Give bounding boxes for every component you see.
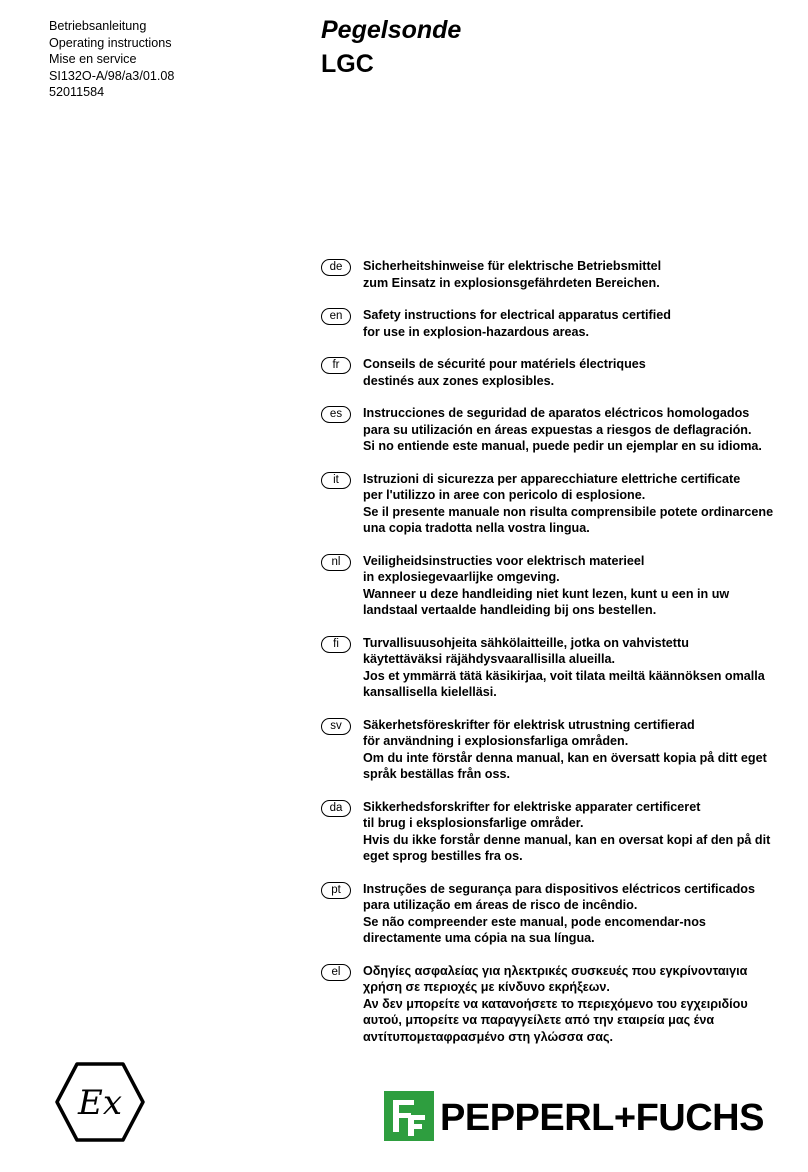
language-code-badge: sv: [321, 718, 351, 735]
language-block-de: [321, 258, 801, 291]
language-text-line: zum Einsatz in explosionsgefährdeten Bereichen.: [363, 275, 660, 290]
language-text-line: Instruções de segurança para dispositivos eléctricos certificados: [363, 881, 755, 896]
language-text-line: til brug i eksplosionsfarlige områder.: [363, 816, 584, 830]
language-text: [363, 356, 801, 389]
language-block-es: [321, 405, 801, 455]
brand-logo: [384, 1091, 804, 1141]
language-text: [363, 799, 801, 865]
meta-line-5: 52011584: [49, 85, 105, 99]
language-text-line: kansallisella kielelläsi.: [363, 685, 497, 699]
language-text: [363, 881, 801, 947]
language-block-pt: [321, 881, 801, 947]
language-text-line: para utilização em áreas de risco de incêndio.: [363, 898, 638, 912]
language-text-line: destinés aux zones explosibles.: [363, 373, 555, 388]
language-text: [363, 963, 801, 1046]
language-text-line: αυτού, μπορείτε να παραγγείλετε από την εταιρεία μας ένα: [363, 1013, 715, 1027]
language-text-line: språk beställas från oss.: [363, 767, 510, 781]
language-text-line: landstaal vertaalde handleiding bij ons bestellen.: [363, 603, 657, 617]
language-block-da: [321, 799, 801, 865]
language-code-badge: es: [321, 406, 351, 423]
language-text-line: Wanneer u deze handleiding niet kunt lezen, kunt u een in uw: [363, 586, 730, 601]
language-code-badge: pt: [321, 882, 351, 899]
language-code-badge: fi: [321, 636, 351, 653]
language-text-line: Οδηγίες ασφαλείας για ηλεκτρικές συσκευές που εγκρίνονταιγια: [363, 963, 748, 978]
product-title: Pegelsonde: [321, 16, 462, 44]
language-text: [363, 405, 801, 455]
language-block-en: [321, 307, 801, 340]
language-text-line: eget sprog bestilles fra os.: [363, 849, 523, 863]
meta-line-1: Betriebsanleitung: [49, 19, 147, 33]
language-text-line: Säkerhetsföreskrifter för elektrisk utrustning certifierad: [363, 717, 695, 732]
language-text-line: Sikkerhedsforskrifter for elektriske apparater certificeret: [363, 799, 701, 814]
language-text-line: Si no entiende este manual, puede pedir un ejemplar en su idioma.: [363, 439, 762, 453]
ex-mark-text: Ex: [78, 1083, 122, 1123]
language-block-nl: [321, 553, 801, 619]
language-text-line: una copia tradotta nella vostra lingua.: [363, 521, 590, 535]
language-text: [363, 258, 801, 291]
language-text-line: Hvis du ikke forstår denne manual, kan en oversat kopi af den på dit: [363, 832, 771, 847]
language-text-line: per l'utilizzo in aree con pericolo di esplosione.: [363, 488, 646, 502]
language-text-line: Safety instructions for electrical apparatus certified: [363, 308, 671, 322]
language-text-line: Om du inte förstår denna manual, kan en översatt kopia på ditt eget: [363, 750, 767, 765]
language-block-fr: [321, 356, 801, 389]
language-text-line: Sicherheitshinweise für elektrische Betriebsmittel: [363, 259, 662, 273]
language-text-line: Veiligheidsinstructies voor elektrisch materieel: [363, 553, 645, 568]
language-text-line: Instrucciones de seguridad de aparatos eléctricos homologados: [363, 406, 750, 420]
ex-hexagon-icon: [55, 1062, 145, 1142]
language-block-el: [321, 963, 801, 1046]
language-code-badge: de: [321, 259, 351, 276]
language-text-line: αντίτυπομεταφρασμένο στη γλώσσα σας.: [363, 1029, 614, 1044]
document-meta: [49, 18, 174, 101]
language-text: [363, 307, 801, 340]
language-list: [321, 258, 801, 1061]
language-text-line: directamente uma cópia na sua língua.: [363, 931, 595, 945]
language-block-sv: [321, 717, 801, 783]
product-model: LGC: [321, 50, 374, 78]
language-text: [363, 635, 801, 701]
language-code-badge: da: [321, 800, 351, 817]
language-text-line: Se não compreender este manual, pode encomendar-nos: [363, 914, 706, 929]
meta-line-3: Mise en service: [49, 52, 137, 66]
language-code-badge: nl: [321, 554, 351, 571]
language-code-badge: en: [321, 308, 351, 325]
brand-name: PEPPERL+FUCHS: [440, 1097, 764, 1139]
language-code-badge: fr: [321, 357, 351, 374]
language-text-line: Istruzioni di sicurezza per apparecchiature elettriche certificate: [363, 471, 741, 486]
language-text-line: for use in explosion-hazardous areas.: [363, 324, 590, 339]
language-block-fi: [321, 635, 801, 701]
language-text-line: för användning i explosionsfarliga områden.: [363, 734, 629, 748]
language-text-line: käytettäväksi räjähdysvaarallisilla alueilla.: [363, 652, 616, 666]
pf-brand-icon: [384, 1091, 434, 1141]
language-text-line: in explosiegevaarlijke omgeving.: [363, 570, 560, 584]
language-text-line: Se il presente manuale non risulta comprensibile potete ordinarcene: [363, 504, 774, 519]
language-text-line: Αν δεν μπορείτε να κατανοήσετε το περιεχόμενο του εγχειριδίου: [363, 996, 748, 1011]
language-code-badge: el: [321, 964, 351, 981]
meta-line-4: SI132O-A/98/a3/01.08: [49, 68, 175, 83]
language-text-line: para su utilización en áreas expuestas a riesgos de deflagración.: [363, 422, 752, 437]
language-text-line: Conseils de sécurité pour matériels électriques: [363, 357, 646, 371]
language-text-line: Turvallisuusohjeita sähkölaitteille, jotka on vahvistettu: [363, 635, 689, 650]
language-text-line: χρήση σε περιοχές με κίνδυνο εκρήξεων.: [363, 980, 610, 994]
language-text-line: Jos et ymmärrä tätä käsikirjaa, voit tilata meiltä käännöksen omalla: [363, 668, 765, 683]
language-text: [363, 553, 801, 619]
language-block-it: [321, 471, 801, 537]
language-code-badge: it: [321, 472, 351, 489]
meta-line-2: Operating instructions: [49, 35, 172, 50]
language-text: [363, 717, 801, 783]
language-text: [363, 471, 801, 537]
